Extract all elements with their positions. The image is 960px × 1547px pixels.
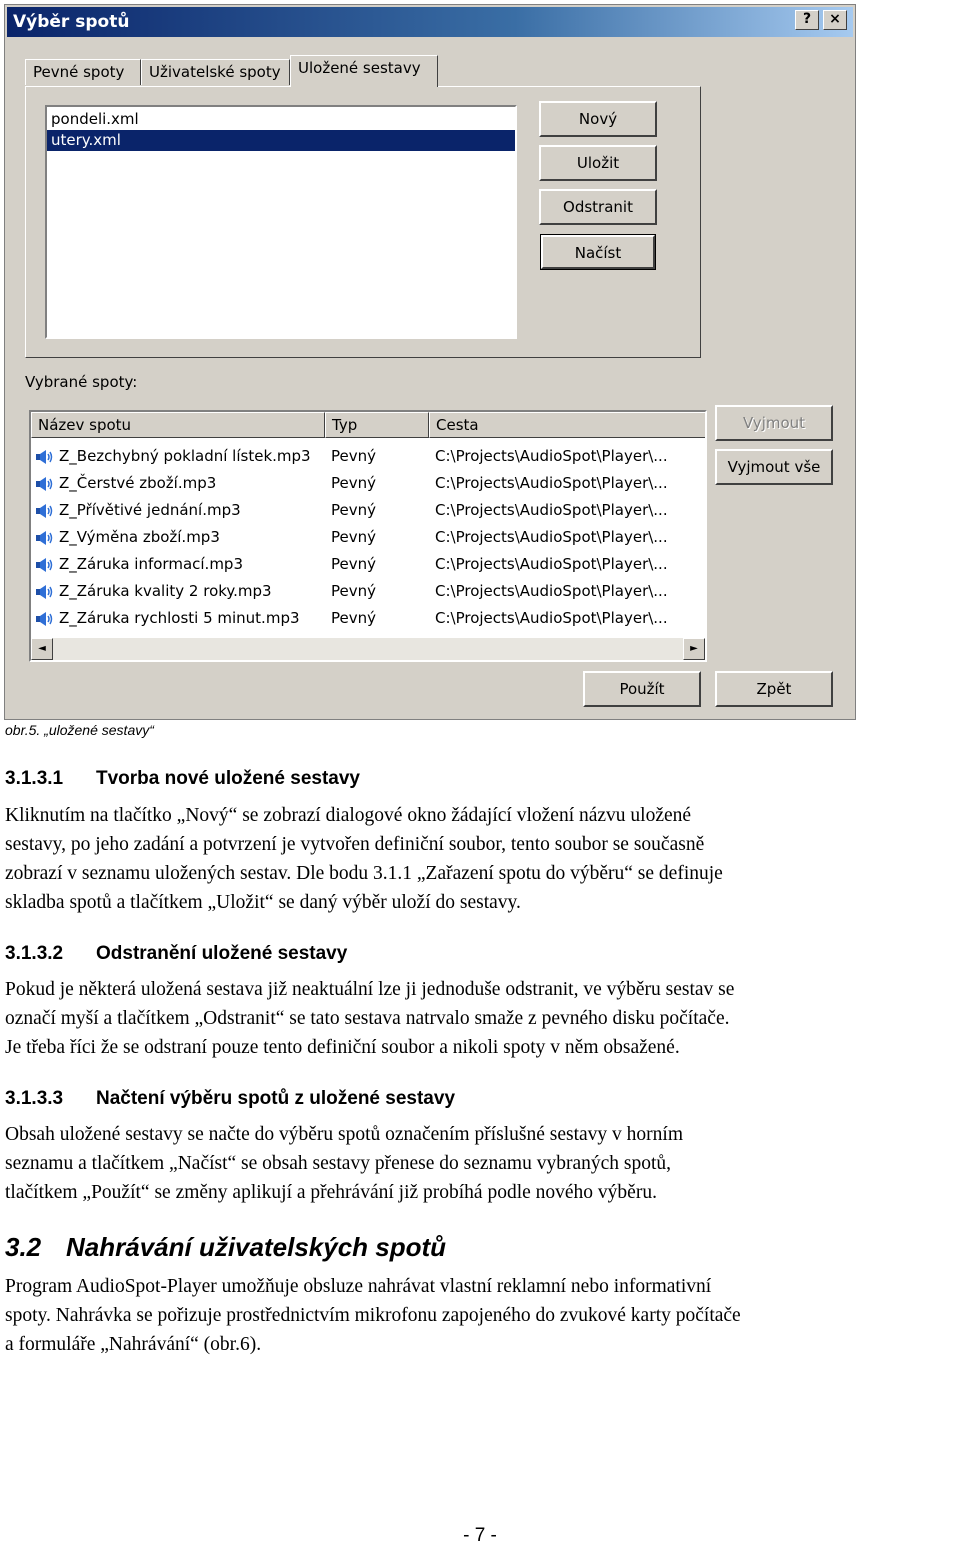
speaker-icon xyxy=(35,503,55,519)
speaker-icon xyxy=(35,611,55,627)
load-button[interactable]: Načíst xyxy=(541,235,655,269)
cell-path: C:\Projects\AudioSpot\Player\... xyxy=(435,447,668,465)
table-row[interactable] xyxy=(31,470,705,497)
cell-path: C:\Projects\AudioSpot\Player\... xyxy=(435,555,668,573)
figure-caption: obr.5. „uložené sestavy“ xyxy=(5,722,154,738)
cell-path: C:\Projects\AudioSpot\Player\... xyxy=(435,501,668,519)
text-line: Je třeba říci že se odstraní pouze tento definiční soubor a nikoli spoty v něm obsažené. xyxy=(5,1037,680,1058)
table-row[interactable] xyxy=(31,578,705,605)
table-row[interactable] xyxy=(31,551,705,578)
column-header-path[interactable]: Cesta xyxy=(429,412,707,438)
column-header-type[interactable]: Typ xyxy=(325,412,429,438)
section-paragraph xyxy=(5,801,957,917)
chapter-number: 3.2 xyxy=(5,1232,42,1262)
text-line: Obsah uložené sestavy se načte do výběru spotů označením příslušné sestavy v horním xyxy=(5,1124,683,1145)
text-line: Kliknutím na tlačítko „Nový“ se zobrazí dialogové okno žádající vložení názvu uložené xyxy=(5,805,692,826)
cut-all-button[interactable]: Vyjmout vše xyxy=(715,449,833,485)
text-line: seznamu a tlačítkem „Načíst“ se obsah sestavy přenese do seznamu vybraných spotů, xyxy=(5,1153,672,1174)
cell-path: C:\Projects\AudioSpot\Player\... xyxy=(435,582,668,600)
section-heading xyxy=(5,1088,455,1110)
help-title-button[interactable]: ? xyxy=(795,10,819,30)
back-button[interactable]: Zpět xyxy=(715,671,833,707)
dialog-title: Výběr spotů xyxy=(13,12,130,32)
cell-type: Pevný xyxy=(331,555,376,573)
saved-sets-dialog xyxy=(4,4,856,720)
speaker-icon xyxy=(35,557,55,573)
cell-type: Pevný xyxy=(331,474,376,492)
apply-button[interactable]: Použít xyxy=(583,671,701,707)
list-item-selected[interactable]: utery.xml xyxy=(47,130,515,151)
text-line: Program AudioSpot-Player umožňuje obsluze nahrávat vlastní reklamní nebo informativní xyxy=(5,1276,712,1297)
cell-name: Z_Přívětivé jednání.mp3 xyxy=(59,501,241,519)
cell-name: Z_Bezchybný pokladní lístek.mp3 xyxy=(59,447,311,465)
tab-saved-sets[interactable]: Uložené sestavy xyxy=(290,55,438,87)
table-row[interactable] xyxy=(31,605,705,632)
table-row[interactable] xyxy=(31,443,705,470)
chapter-heading xyxy=(5,1232,446,1263)
scroll-left-icon[interactable]: ◄ xyxy=(31,638,53,660)
page-number: - 7 - xyxy=(463,1525,497,1546)
cell-name: Z_Čerstvé zboží.mp3 xyxy=(59,474,217,492)
text-line: Pokud je některá uložená sestava již neaktuální lze ji jednoduše odstranit, ve výběru sestav se xyxy=(5,979,735,1000)
speaker-icon xyxy=(35,584,55,600)
selected-spots-listview[interactable] xyxy=(29,410,707,662)
text-line: tlačítkem „Použít“ se změny aplikují a přehrávání již probíhá podle nového výběru. xyxy=(5,1182,657,1203)
dialog-titlebar xyxy=(7,7,853,37)
cell-path: C:\Projects\AudioSpot\Player\... xyxy=(435,528,668,546)
list-item[interactable]: pondeli.xml xyxy=(51,110,139,128)
horizontal-scrollbar[interactable] xyxy=(31,638,705,660)
tab-fixed-spots[interactable]: Pevné spoty xyxy=(25,59,141,85)
text-line: a formuláře „Nahrávání“ (obr.6). xyxy=(5,1334,262,1355)
cell-name: Z_Záruka kvality 2 roky.mp3 xyxy=(59,582,272,600)
cut-button[interactable]: Vyjmout xyxy=(715,405,833,441)
column-header-name[interactable]: Název spotu xyxy=(31,412,325,438)
speaker-icon xyxy=(35,449,55,465)
cell-path: C:\Projects\AudioSpot\Player\... xyxy=(435,474,668,492)
text-line: spoty. Nahrávka se pořizuje prostřednictvím mikrofonu zapojeného do zvukové karty počítače xyxy=(5,1305,741,1326)
section-heading xyxy=(5,768,360,790)
cell-name: Z_Výměna zboží.mp3 xyxy=(59,528,220,546)
save-button[interactable]: Uložit xyxy=(539,145,657,181)
saved-sets-list[interactable] xyxy=(45,105,517,339)
remove-button[interactable]: Odstranit xyxy=(539,189,657,225)
section-paragraph xyxy=(5,1120,957,1207)
close-title-button[interactable]: × xyxy=(823,10,847,30)
speaker-icon xyxy=(35,530,55,546)
section-title: Načtení výběru spotů z uložené sestavy xyxy=(96,1088,456,1109)
cell-type: Pevný xyxy=(331,609,376,627)
section-number: 3.1.3.3 xyxy=(5,1088,64,1109)
section-title: Tvorba nové uložené sestavy xyxy=(96,768,360,789)
section-number: 3.1.3.1 xyxy=(5,768,64,789)
cell-type: Pevný xyxy=(331,447,376,465)
speaker-icon xyxy=(35,476,55,492)
text-line: sestavy, po jeho zadání a potvrzení je vytvořen definiční soubor, tento soubor se současně xyxy=(5,834,705,855)
text-line: zobrazí v seznamu uložených sestav. Dle bodu 3.1.1 „Zařazení spotu do výběru“ se definuje xyxy=(5,863,723,884)
section-number: 3.1.3.2 xyxy=(5,943,64,964)
chapter-title: Nahrávání uživatelských spotů xyxy=(66,1232,447,1262)
selected-spots-label: Vybrané spoty: xyxy=(25,373,138,391)
cell-path: C:\Projects\AudioSpot\Player\... xyxy=(435,609,668,627)
text-line: skladba spotů a tlačítkem „Uložit“ se daný výběr uloží do sestavy. xyxy=(5,892,521,913)
new-button[interactable]: Nový xyxy=(539,101,657,137)
cell-name: Z_Záruka rychlosti 5 minut.mp3 xyxy=(59,609,300,627)
section-title: Odstranění uložené sestavy xyxy=(96,943,348,964)
tab-user-spots[interactable]: Uživatelské spoty xyxy=(141,59,290,85)
text-line: označí myší a tlačítkem „Odstranit“ se tato sestava natrvalo smaže z pevného disku počítače. xyxy=(5,1008,730,1029)
table-row[interactable] xyxy=(31,524,705,551)
cell-type: Pevný xyxy=(331,501,376,519)
cell-name: Z_Záruka informací.mp3 xyxy=(59,555,243,573)
section-paragraph xyxy=(5,975,957,1062)
listview-header xyxy=(31,412,705,438)
section-heading xyxy=(5,943,347,965)
cell-type: Pevný xyxy=(331,582,376,600)
cell-type: Pevný xyxy=(331,528,376,546)
table-row[interactable] xyxy=(31,497,705,524)
scroll-right-icon[interactable]: ► xyxy=(683,638,705,660)
chapter-paragraph xyxy=(5,1272,957,1359)
